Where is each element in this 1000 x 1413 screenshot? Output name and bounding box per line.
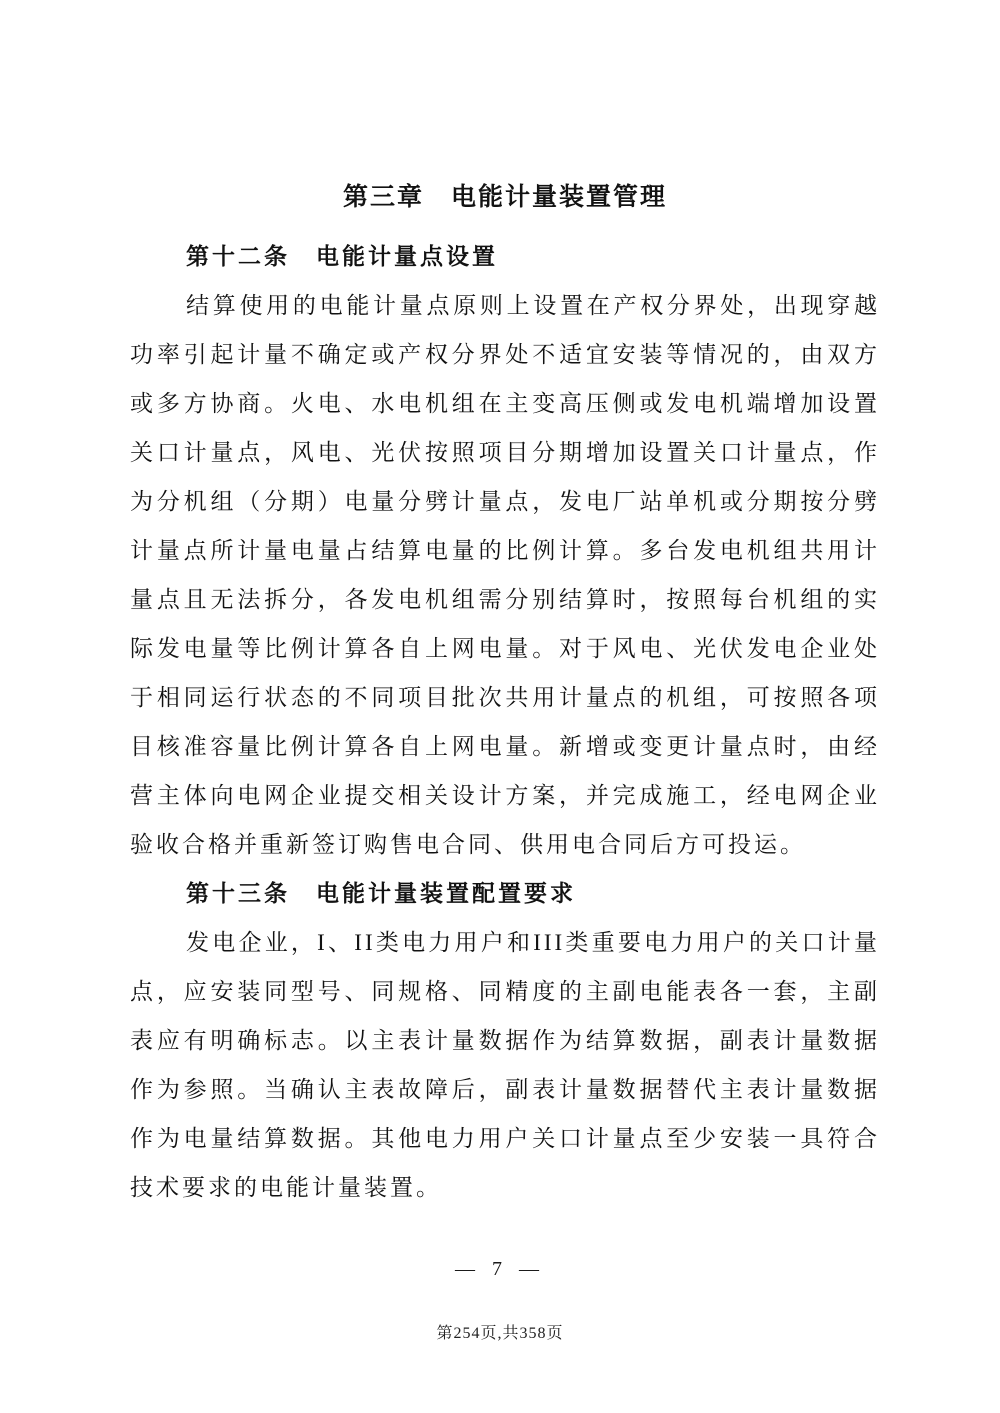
article-paragraph-12: 结算使用的电能计量点原则上设置在产权分界处，出现穿越功率引起计量不确定或产权分界处不适宜安装等情况的，由双方或多方协商。火电、水电机组在主变高压侧或发电机端增加设置关口计量点，风电、光伏按照项目分期增加设置关口计量点，作为分机组（分期）电量分劈计量点，发电厂站单机或分期按分劈计量点所计量电量占结算电量的比例计算。多台发电机组共用计量点且无法拆分，各发电机组需分别结算时，按照每台机组的实际发电量等比例计算各自上网电量。对于风电、光伏发电企业处于相同运行状态的不同项目批次共用计量点的机组，可按照各项目核准容量比例计算各自上网电量。新增或变更计量点时，由经营主体向电网企业提交相关设计方案，并完成施工，经电网企业验收合格并重新签订购售电合同、供用电合同后方可投运。 bbox=[130, 293, 880, 857]
article-heading-13: 第十三条 电能计量装置配置要求 bbox=[186, 881, 576, 906]
page-number: — 7 — bbox=[455, 1258, 545, 1280]
article-paragraph-13: 发电企业，I、II类电力用户和III类重要电力用户的关口计量点，应安装同型号、同规格、同精度的主副电能表各一套，主副表应有明确标志。以主表计量数据作为结算数据，副表计量数据作为参照。当确认主表故障后，副表计量数据替代主表计量数据作为电量结算数据。其他电力用户关口计量点至少安装一具符合技术要求的电能计量装置。 bbox=[130, 930, 880, 1200]
chapter-title: 第三章 电能计量装置管理 bbox=[342, 184, 667, 211]
footer-page-indicator: 第254页,共358页 bbox=[436, 1325, 564, 1342]
article-heading-12: 第十二条 电能计量点设置 bbox=[186, 244, 498, 269]
